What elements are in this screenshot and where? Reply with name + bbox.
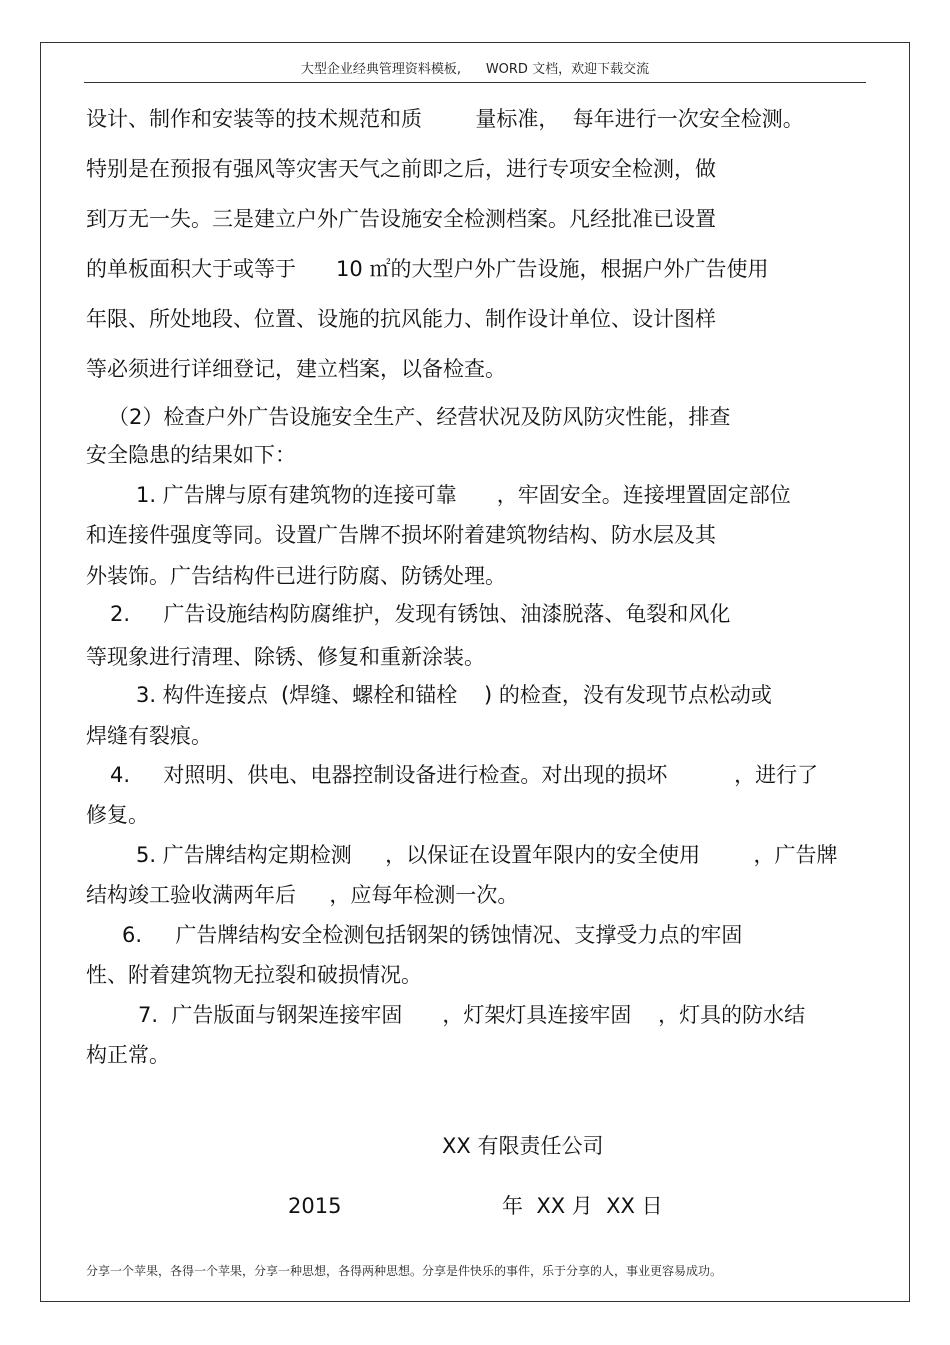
paragraph-line: 构正常。 — [86, 1043, 170, 1067]
paragraph-line: 修复。 — [86, 803, 149, 827]
company-name: XX 有限责任公司 — [442, 1134, 604, 1158]
paragraph-line: 焊缝有裂痕。 — [86, 724, 212, 748]
paragraph-line: 等必须进行详细登记，建立档案，以备检查。 — [86, 357, 506, 381]
paragraph-line: 安全隐患的结果如下： — [86, 443, 296, 467]
paragraph-line: 特别是在预报有强风等灾害天气之前即之后，进行专项安全检测，做 — [86, 157, 716, 181]
paragraph-line: 3. 构件连接点 (焊缝、螺栓和锚栓 ) 的检查，没有发现节点松动或 — [136, 683, 772, 707]
paragraph-line: 到万无一失。三是建立户外广告设施安全检测档案。凡经批准已设置 — [86, 207, 716, 231]
page-header: 大型企业经典管理资料模板, WORD 文档，欢迎下载交流 — [300, 62, 650, 77]
paragraph-line: 年限、所处地段、位置、设施的抗风能力、制作设计单位、设计图样 — [86, 307, 716, 331]
paragraph-line: 等现象进行清理、除锈、修复和重新涂装。 — [86, 645, 485, 669]
page-footer: 分享一个苹果，各得一个苹果，分享一种思想，各得两种思想。分享是件快乐的事件，乐于分享的人，事业更容易成功。 — [86, 1264, 723, 1278]
paragraph-line: 6. 广告牌结构安全检测包括钢架的锈蚀情况、支撑受力点的牢固 — [122, 923, 743, 947]
paragraph-line: 和连接件强度等同。设置广告牌不损坏附着建筑物结构、防水层及其 — [86, 523, 716, 547]
header-rule — [84, 82, 866, 83]
paragraph-line: 2. 广告设施结构防腐维护，发现有锈蚀、油漆脱落、龟裂和风化 — [110, 602, 731, 626]
paragraph-line: 5. 广告牌结构定期检测 ，以保证在设置年限内的安全使用 ，广告牌 — [136, 843, 838, 867]
paragraph-line: 结构竣工验收满两年后 ，应每年检测一次。 — [86, 883, 519, 907]
paragraph-line: 4. 对照明、供电、电器控制设备进行检查。对出现的损坏 ，进行了 — [110, 763, 819, 787]
signature-year: 2015 — [288, 1194, 342, 1218]
paragraph-line: （2）检查户外广告设施安全生产、经营状况及防风防灾性能，排查 — [108, 405, 731, 429]
signature-date: 年 XX 月 XX 日 — [502, 1194, 663, 1218]
paragraph-line: 外装饰。广告结构件已进行防腐、防锈处理。 — [86, 564, 506, 588]
paragraph-line: 1. 广告牌与原有建筑物的连接可靠 ，牢固安全。连接埋置固定部位 — [136, 483, 791, 507]
paragraph-line: 设计、制作和安装等的技术规范和质 量标准， 每年进行一次安全检测。 — [86, 107, 804, 131]
paragraph-line: 的单板面积大于或等于 10 ㎡的大型户外广告设施，根据户外广告使用 — [86, 257, 769, 281]
paragraph-line: 7. 广告版面与钢架连接牢固 ，灯架灯具连接牢固 ，灯具的防水结 — [138, 1003, 806, 1027]
paragraph-line: 性、附着建筑物无拉裂和破损情况。 — [86, 963, 422, 987]
